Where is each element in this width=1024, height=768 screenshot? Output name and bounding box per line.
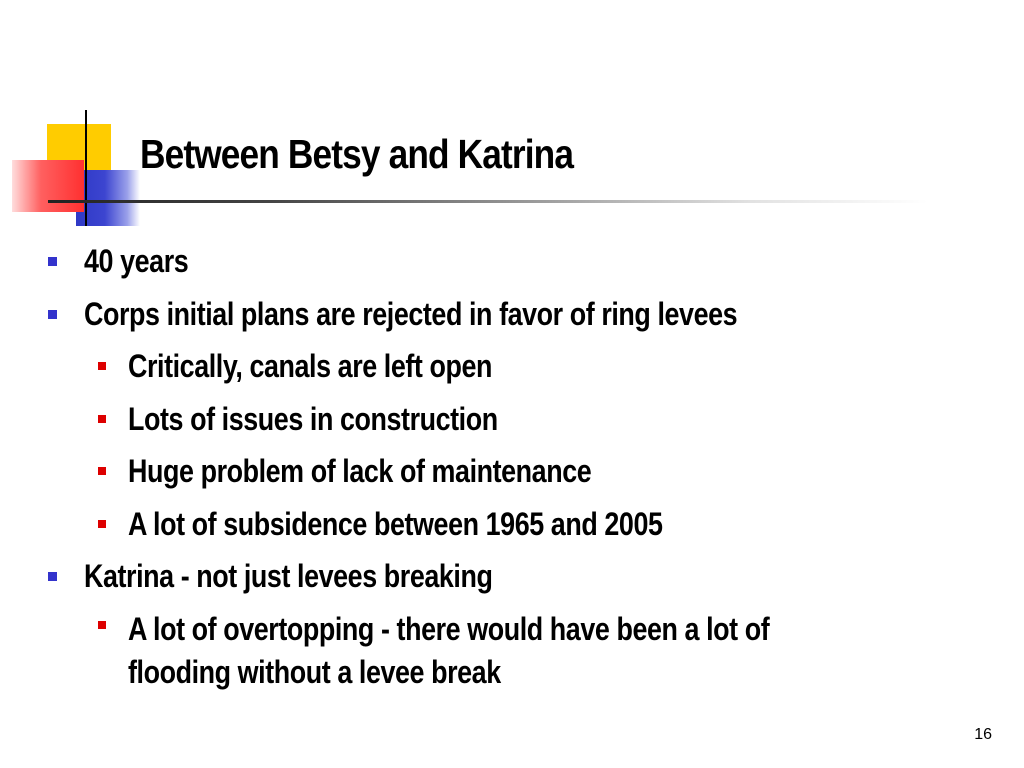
- bullet-square-icon: [48, 310, 57, 319]
- decorative-vertical-line: [85, 110, 87, 226]
- sub-bullet-text: Lots of issues in construction: [128, 400, 498, 437]
- sub-bullet-item: [0, 498, 1024, 551]
- title-underline: [48, 200, 928, 203]
- bullet-item: [0, 550, 1024, 603]
- bullet-square-icon: [48, 257, 57, 266]
- sub-bullet-text: A lot of subsidence between 1965 and 2005: [128, 505, 663, 542]
- sub-bullet-item: [0, 340, 1024, 393]
- bullet-list: [0, 235, 1024, 694]
- sub-bullet-text-line-1: A lot of overtopping - there would have been a lot of: [128, 610, 770, 647]
- sub-bullet-square-icon: [98, 362, 106, 370]
- decorative-red-square: [12, 160, 84, 212]
- sub-bullet-text: Critically, canals are left open: [128, 348, 493, 384]
- sub-bullet-text-line-2: flooding without a levee break: [128, 653, 501, 690]
- sub-bullet-square-icon: [98, 467, 106, 475]
- bullet-square-icon: [48, 572, 57, 581]
- bullet-text: 40 years: [84, 243, 189, 279]
- bullet-text: Katrina - not just levees breaking: [84, 558, 493, 594]
- page-number: 16: [974, 726, 992, 743]
- slide-title: Between Betsy and Katrina: [140, 131, 574, 177]
- sub-bullet-text: Huge problem of lack of maintenance: [128, 453, 592, 489]
- sub-bullet-text: [128, 608, 934, 694]
- sub-bullet-item: [0, 393, 1024, 446]
- sub-bullet-item: [0, 603, 1024, 694]
- bullet-text: Corps initial plans are rejected in favor of ring levees: [84, 295, 738, 332]
- sub-bullet-item: [0, 445, 1024, 498]
- bullet-item: [0, 288, 1024, 341]
- bullet-item: [0, 235, 1024, 288]
- sub-bullet-square-icon: [98, 520, 106, 528]
- sub-bullet-square-icon: [98, 621, 106, 629]
- sub-bullet-square-icon: [98, 415, 106, 423]
